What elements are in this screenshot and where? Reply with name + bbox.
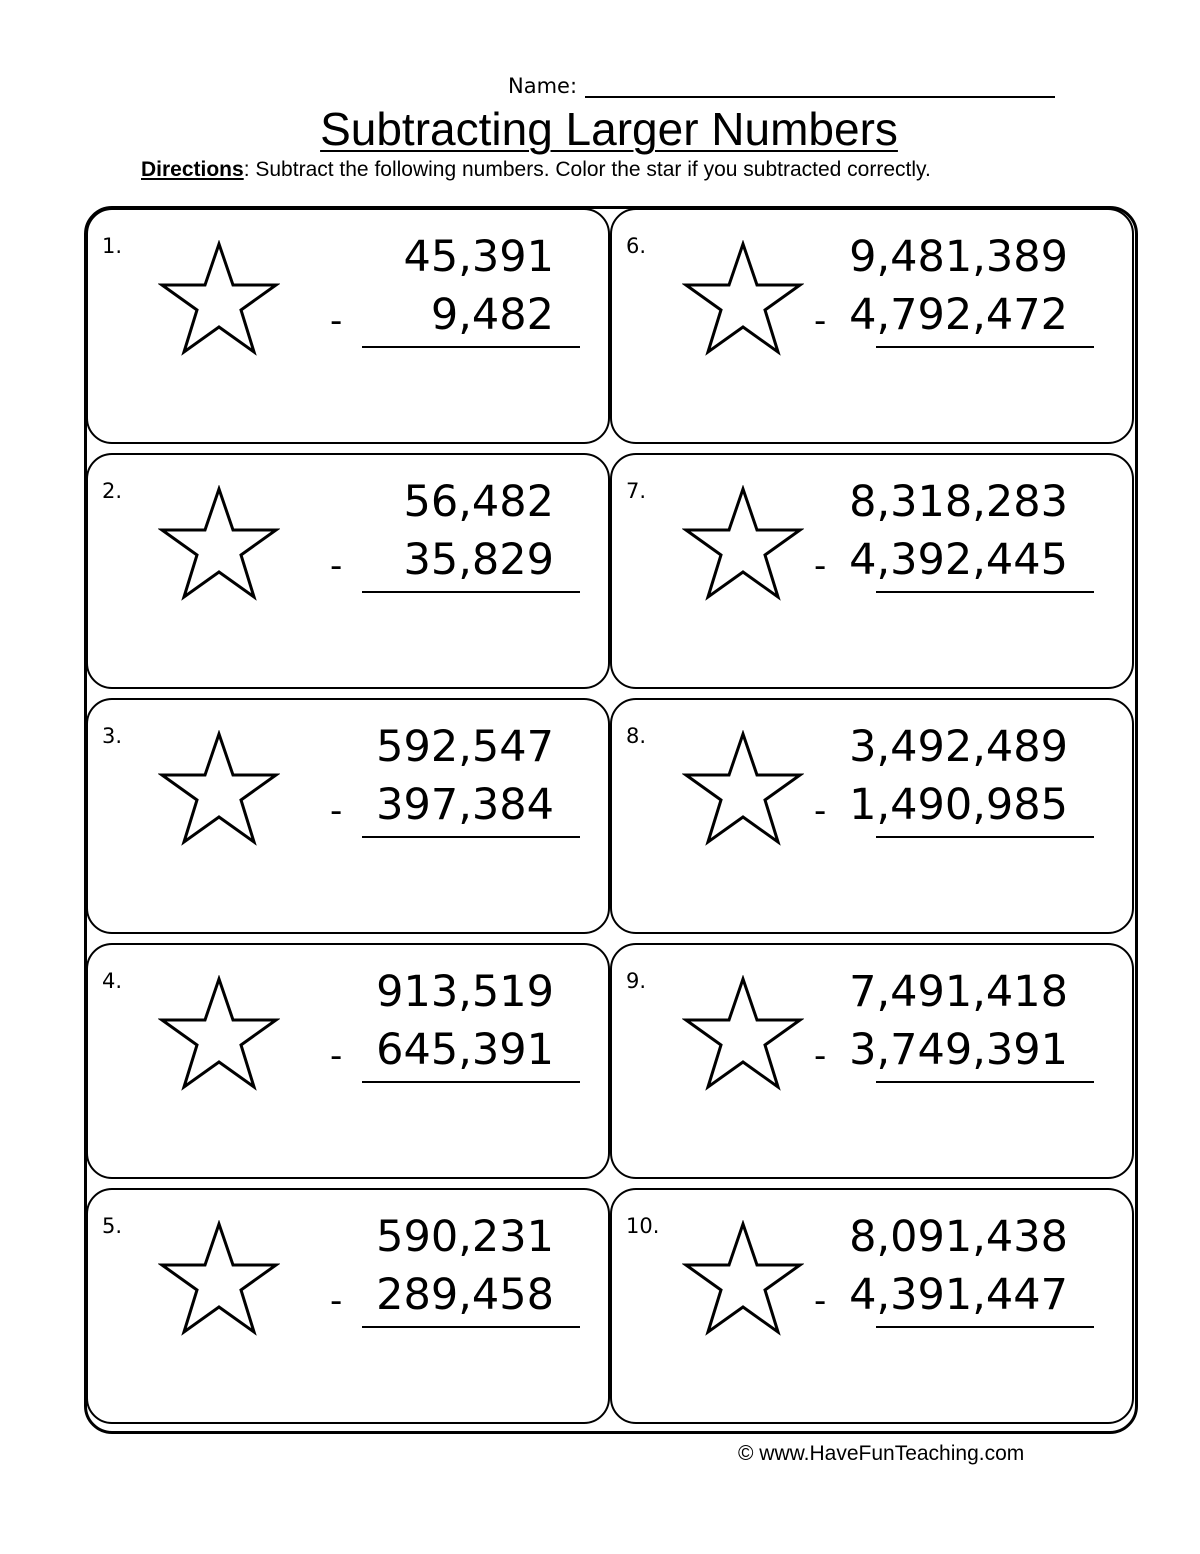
subtrahend-row xyxy=(330,286,580,344)
subtraction-problem xyxy=(814,228,1094,348)
subtrahend: 1,490,985 xyxy=(849,780,1068,830)
minuend: 913,519 xyxy=(376,967,554,1017)
subtrahend-row xyxy=(330,1021,580,1079)
minuend: 56,482 xyxy=(403,477,554,527)
name-label: Name: xyxy=(508,74,578,98)
subtrahend: 3,749,391 xyxy=(849,1025,1068,1075)
subtrahend: 9,482 xyxy=(430,290,554,340)
subtrahend: 645,391 xyxy=(376,1025,554,1075)
subtrahend: 4,792,472 xyxy=(849,290,1068,340)
minuend: 592,547 xyxy=(376,722,554,772)
minus-sign: - xyxy=(814,791,827,831)
name-row xyxy=(508,70,1055,98)
subtraction-problem xyxy=(814,1208,1094,1328)
copyright-footer: © www.HaveFunTeaching.com xyxy=(738,1442,1025,1465)
star-outline-icon[interactable] xyxy=(682,1220,804,1338)
problem-card xyxy=(86,208,610,444)
minuend: 45,391 xyxy=(403,232,554,282)
answer-line[interactable] xyxy=(362,836,580,838)
subtraction-problem xyxy=(330,1208,580,1328)
subtrahend: 35,829 xyxy=(403,535,554,585)
minuend: 590,231 xyxy=(376,1212,554,1262)
star-outline-icon[interactable] xyxy=(158,485,280,603)
problem-number: 7. xyxy=(626,479,647,503)
subtraction-problem xyxy=(814,718,1094,838)
problem-number: 5. xyxy=(102,1214,123,1238)
subtrahend: 4,392,445 xyxy=(849,535,1068,585)
problem-card xyxy=(86,1188,610,1424)
subtrahend-row xyxy=(814,531,1094,589)
star-outline-icon[interactable] xyxy=(158,975,280,1093)
subtraction-problem xyxy=(330,473,580,593)
answer-line[interactable] xyxy=(362,1326,580,1328)
minuend: 3,492,489 xyxy=(849,722,1068,772)
minus-sign: - xyxy=(330,1281,343,1321)
minuend: 8,091,438 xyxy=(849,1212,1068,1262)
minuend: 8,318,283 xyxy=(849,477,1068,527)
subtrahend-row xyxy=(330,776,580,834)
minuend: 9,481,389 xyxy=(849,232,1068,282)
subtrahend-row xyxy=(330,1266,580,1324)
answer-line[interactable] xyxy=(876,591,1094,593)
minus-sign: - xyxy=(330,546,343,586)
star-outline-icon[interactable] xyxy=(682,240,804,358)
minus-sign: - xyxy=(814,1036,827,1076)
name-line[interactable] xyxy=(585,70,1055,98)
star-outline-icon[interactable] xyxy=(682,485,804,603)
minus-sign: - xyxy=(330,301,343,341)
problem-card xyxy=(610,943,1134,1179)
subtraction-problem xyxy=(330,718,580,838)
subtraction-problem xyxy=(814,473,1094,593)
answer-line[interactable] xyxy=(876,346,1094,348)
minus-sign: - xyxy=(330,791,343,831)
answer-line[interactable] xyxy=(876,836,1094,838)
subtrahend-row xyxy=(814,1266,1094,1324)
problem-card xyxy=(610,453,1134,689)
problem-card xyxy=(86,698,610,934)
subtraction-problem xyxy=(330,228,580,348)
subtrahend: 4,391,447 xyxy=(849,1270,1068,1320)
answer-line[interactable] xyxy=(362,346,580,348)
subtrahend-row xyxy=(814,1021,1094,1079)
minus-sign: - xyxy=(814,546,827,586)
subtrahend-row xyxy=(814,286,1094,344)
problem-card xyxy=(610,1188,1134,1424)
problem-card xyxy=(610,698,1134,934)
star-outline-icon[interactable] xyxy=(158,1220,280,1338)
answer-line[interactable] xyxy=(362,1081,580,1083)
star-outline-icon[interactable] xyxy=(158,730,280,848)
minuend: 7,491,418 xyxy=(849,967,1068,1017)
problem-number: 4. xyxy=(102,969,123,993)
minus-sign: - xyxy=(814,301,827,341)
star-outline-icon[interactable] xyxy=(682,975,804,1093)
star-outline-icon[interactable] xyxy=(158,240,280,358)
page-title: Subtracting Larger Numbers xyxy=(320,103,898,155)
problem-number: 2. xyxy=(102,479,123,503)
directions-label: Directions xyxy=(141,158,244,181)
star-outline-icon[interactable] xyxy=(682,730,804,848)
answer-line[interactable] xyxy=(876,1081,1094,1083)
problem-number: 8. xyxy=(626,724,647,748)
directions xyxy=(141,158,931,182)
problem-number: 3. xyxy=(102,724,123,748)
minus-sign: - xyxy=(330,1036,343,1076)
problem-card xyxy=(86,453,610,689)
subtrahend: 397,384 xyxy=(376,780,554,830)
subtrahend: 289,458 xyxy=(376,1270,554,1320)
subtraction-problem xyxy=(814,963,1094,1083)
problem-number: 1. xyxy=(102,234,123,258)
problem-number: 6. xyxy=(626,234,647,258)
subtraction-problem xyxy=(330,963,580,1083)
subtrahend-row xyxy=(330,531,580,589)
problem-card xyxy=(610,208,1134,444)
minus-sign: - xyxy=(814,1281,827,1321)
answer-line[interactable] xyxy=(876,1326,1094,1328)
problem-number: 10. xyxy=(626,1214,660,1238)
subtrahend-row xyxy=(814,776,1094,834)
problem-number: 9. xyxy=(626,969,647,993)
directions-text: : Subtract the following numbers. Color the star if you subtracted correctly. xyxy=(243,158,931,181)
answer-line[interactable] xyxy=(362,591,580,593)
problem-card xyxy=(86,943,610,1179)
